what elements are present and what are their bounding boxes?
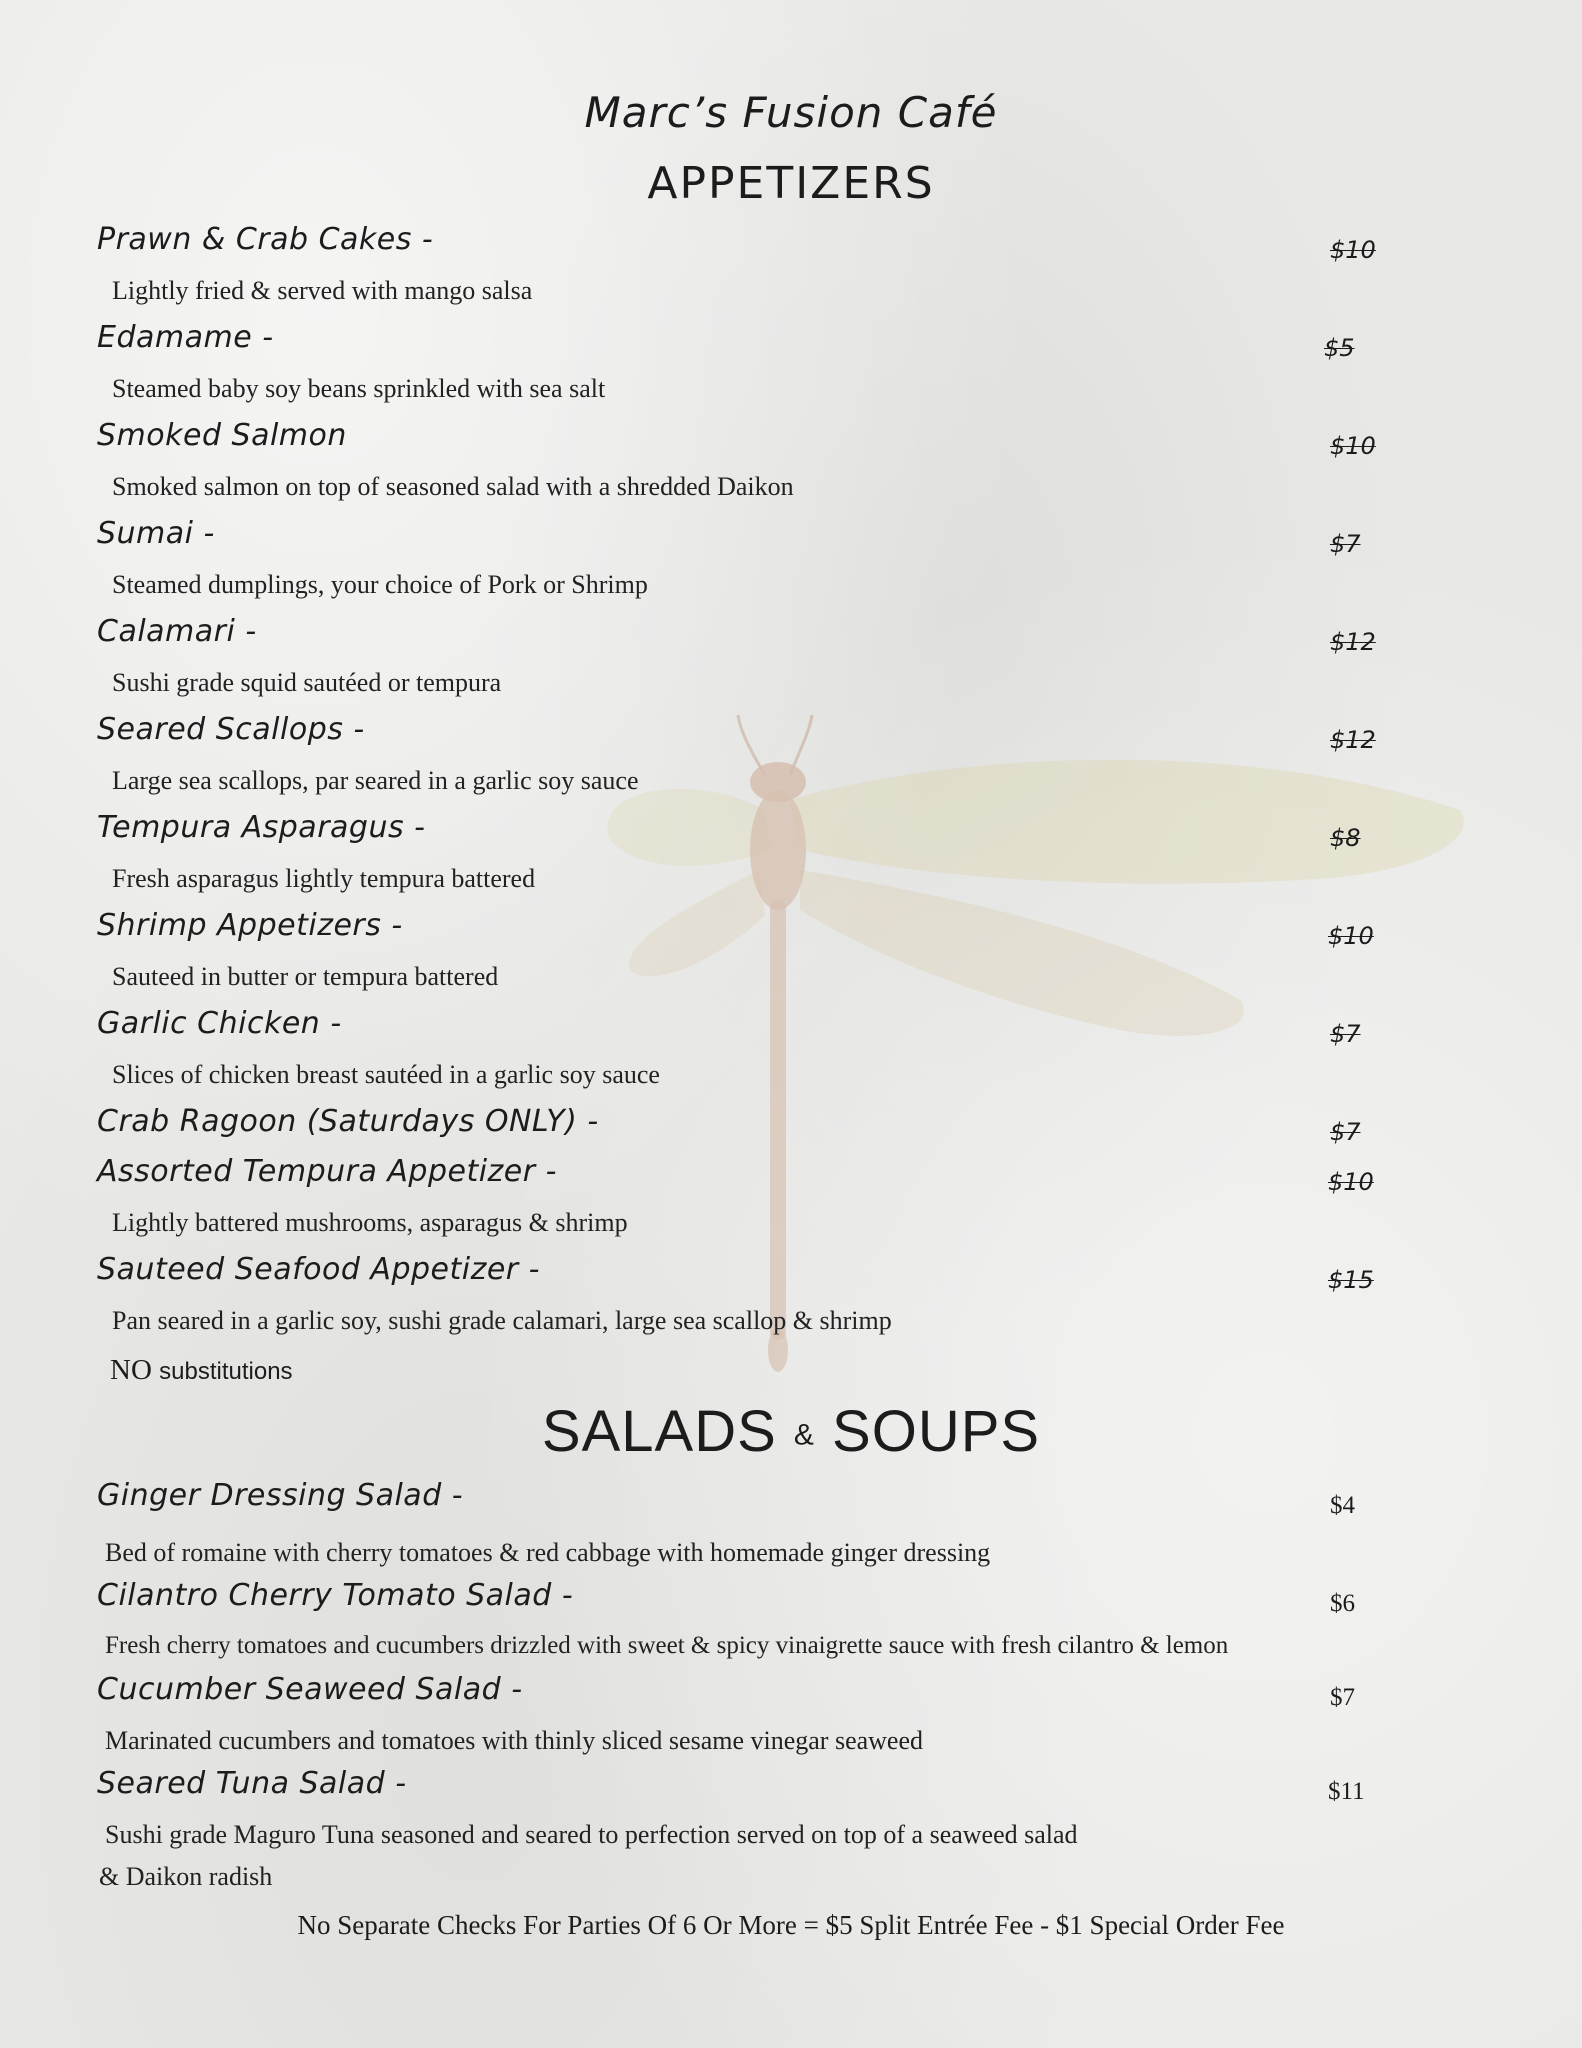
menu-item-price: $6 [1330, 1590, 1355, 1617]
menu-item-name: Sauteed Seafood Appetizer - [97, 1252, 540, 1287]
no-substitutions-note [110, 1354, 293, 1387]
menu-item-description: Slices of chicken breast sautéed in a garlic soy sauce [112, 1060, 660, 1089]
menu-item-price: $10 [1330, 432, 1376, 460]
menu-item-name: Calamari - [97, 614, 257, 649]
menu-item-description: Sushi grade squid sautéed or tempura [112, 668, 502, 697]
menu-item-description: Fresh cherry tomatoes and cucumbers drizzled with sweet & spicy vinaigrette sauce with fresh cilantro & lemon [105, 1632, 1229, 1659]
heading-ampersand: & [793, 1418, 815, 1452]
menu-item-description-continued: & Daikon radish [99, 1862, 273, 1891]
menu-item-price: $7 [1330, 530, 1361, 558]
menu-item-price: $12 [1330, 726, 1376, 754]
menu-item-description: Lightly battered mushrooms, asparagus & shrimp [112, 1208, 628, 1237]
menu-item-name: Ginger Dressing Salad - [97, 1478, 464, 1513]
menu-item-description: Pan seared in a garlic soy, sushi grade calamari, large sea scallop & shrimp [112, 1306, 892, 1335]
menu-item-description: Lightly fried & served with mango salsa [112, 276, 533, 305]
menu-item-price: $7 [1330, 1020, 1361, 1048]
salads-heading-word: SALADS [541, 1399, 777, 1464]
menu-item-price: $4 [1330, 1492, 1355, 1519]
menu-item-name: Cucumber Seaweed Salad - [97, 1672, 523, 1707]
note-text: substitutions [159, 1358, 293, 1385]
menu-item-price: $5 [1324, 334, 1355, 362]
menu-item-price: $8 [1330, 824, 1361, 852]
menu-item-price: $15 [1328, 1266, 1374, 1294]
menu-item-description: Steamed baby soy beans sprinkled with sea salt [112, 374, 606, 403]
menu-item-description: Large sea scallops, par seared in a garlic soy sauce [112, 766, 639, 795]
menu-item-description: Marinated cucumbers and tomatoes with thinly sliced sesame vinegar seaweed [105, 1726, 924, 1755]
menu-item-description: Bed of romaine with cherry tomatoes & red cabbage with homemade ginger dressing [105, 1538, 991, 1567]
menu-item-price: $10 [1328, 1168, 1374, 1196]
menu-item-name: Shrimp Appetizers - [97, 908, 403, 943]
menu-item-name: Cilantro Cherry Tomato Salad - [97, 1578, 574, 1613]
menu-item-price: $10 [1328, 922, 1374, 950]
menu-item-price: $10 [1330, 236, 1376, 264]
menu-item-name: Sumai - [97, 516, 215, 551]
menu-item-description: Smoked salmon on top of seasoned salad with a shredded Daikon [112, 472, 794, 501]
menu-item-description: Steamed dumplings, your choice of Pork or Shrimp [112, 570, 648, 599]
menu-item-name: Prawn & Crab Cakes - [97, 222, 434, 257]
menu-item-description: Fresh asparagus lightly tempura battered [112, 864, 536, 893]
menu-item-price: $12 [1330, 628, 1376, 656]
menu-item-name: Assorted Tempura Appetizer - [97, 1154, 557, 1189]
menu-item-name: Edamame - [97, 320, 274, 355]
menu-item-price: $7 [1330, 1684, 1355, 1711]
footer-policy-note: No Separate Checks For Parties Of 6 Or More = $5 Split Entrée Fee - $1 Special Order Fee [297, 1910, 1285, 1940]
menu-item-description: Sushi grade Maguro Tuna seasoned and seared to perfection served on top of a seaweed salad [105, 1820, 1078, 1849]
menu-item-name: Crab Ragoon (Saturdays ONLY) - [97, 1104, 599, 1139]
menu-item-price: $7 [1330, 1118, 1361, 1146]
menu-item-name: Garlic Chicken - [97, 1006, 342, 1041]
salads-soups-heading [0, 1398, 1582, 1465]
soups-heading-word: SOUPS [832, 1399, 1041, 1464]
appetizers-heading: APPETIZERS [647, 158, 935, 209]
restaurant-name: Marc’s Fusion Café [584, 88, 998, 137]
menu-item-name: Smoked Salmon [97, 418, 347, 453]
menu-item-description: Sauteed in butter or tempura battered [112, 962, 499, 991]
menu-item-name: Seared Scallops - [97, 712, 365, 747]
note-emphasis: NO [110, 1354, 152, 1386]
menu-item-name: Seared Tuna Salad - [97, 1766, 407, 1801]
menu-item-name: Tempura Asparagus - [97, 810, 426, 845]
menu-item-price: $11 [1328, 1778, 1365, 1805]
